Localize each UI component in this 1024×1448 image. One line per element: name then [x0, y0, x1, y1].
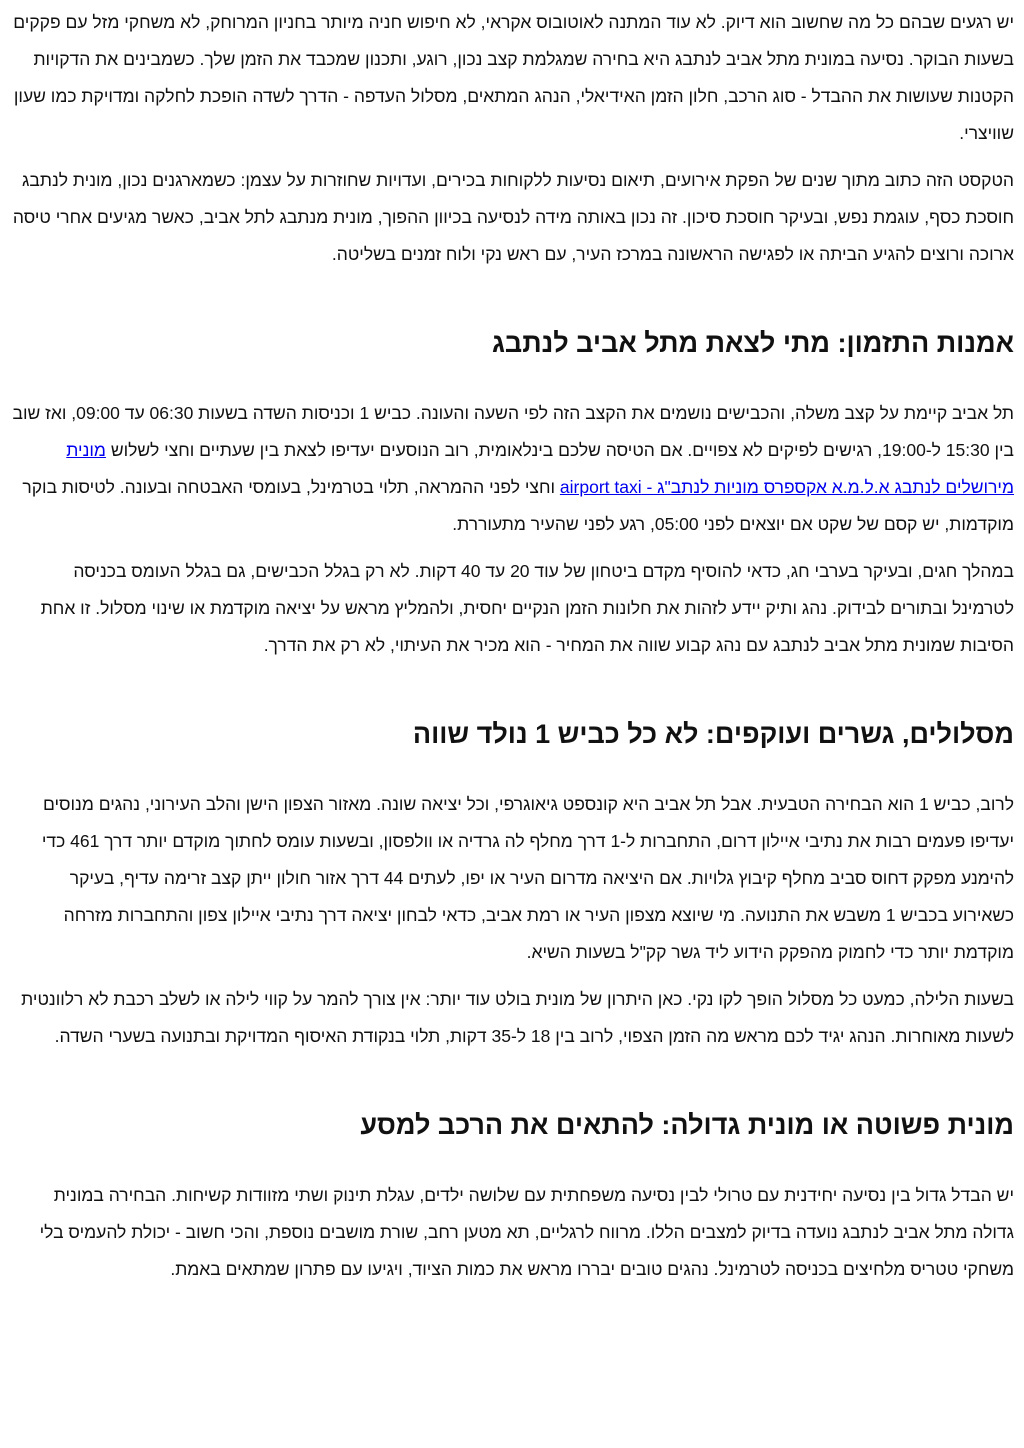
timing-heading: אמנות התזמון: מתי לצאת מתל אביב לנתבג: [492, 328, 1014, 358]
vehicle-heading: מונית פשוטה או מונית גדולה: להתאים את הרכב למסע: [360, 1110, 1014, 1140]
routes-paragraph-1: לרוב, כביש 1 הוא הבחירה הטבעית. אבל תל אביב היא קונספט גיאוגרפי, וכל יציאה שונה. מאזור הצפון הישן והלב העירוני, נהגים מנוסים יעדיפו פעמים רבות את נתיבי איילון דרום, התחברות ל-1 דרך מחלף לה גרדיה או וולפסון, ובשעות עומס לחתוך מוקדם יותר דרך 461 כדי להימנע מפקק דחוס סביב מחלף קיבוץ גלויות. אם היציאה מדרום העיר או יפו, לעתים 44 דרך אזור חולון ייתן קצב זרימה עדיף, בעיקר כשאירוע בכביש 1 משבש את התנועה. מי שיוצא מצפון העיר או רמת אביב, כדאי לבחון יציאה דרך נתיבי איילון צפון והתחברות מזרחה מוקדמת יותר כדי לחמוק מהפקק הידוע ליד גשר קק"ל בשעות השיא.: [41, 794, 1014, 962]
article-body: [10, 4, 1014, 1288]
intro-paragraph-1: יש רגעים שבהם כל מה שחשוב הוא דיוק. לא עוד המתנה לאוטובוס אקראי, לא חיפוש חניה מיותר בחניון המרוחק, לא משחקי מזל עם פקקים בשעות הבוקר. נסיעה במונית מתל אביב לנתבג היא בחירה שמגלמת קצב נכון, רוגע, ותכנון שמכבד את הזמן שלך. כשמבינים את הדקויות הקטנות שעושות את ההבדל - סוג הרכב, חלון הזמן האידיאלי, הנהג המתאים, מסלול העדפה - הדרך לשדה הופכת לחלקה ומדויקת כמו שעון שוויצרי.: [13, 12, 1014, 143]
routes-heading: מסלולים, גשרים ועוקפים: לא כל כביש 1 נולד שווה: [412, 719, 1014, 749]
timing-paragraph-1-text-start: תל אביב קיימת על קצב משלה, והכבישים נושמים את הקצב הזה לפי השעה והעונה. כביש 1 וכניסות השדה בשעות 06:30 עד 09:00, ואז שוב בין 15:30 ל-19:00, רגישים לפיקים לא צפויים. אם הטיסה שלכם בינלאומית, רוב הנוסעים יעדיפו לצאת בין שעתיים וחצי לשלוש: [12, 403, 1014, 460]
intro-paragraph-2: הטקסט הזה כתוב מתוך שנים של הפקת אירועים, תיאום נסיעות ללקוחות בכירים, ועדויות שחוזרות על עצמן: כשמארגנים נכון, מונית לנתבג חוסכת כסף, עוגמת נפש, ובעיקר חוסכת סיכון. זה נכון באותה מידה לנסיעה בכיוון ההפוך, מונית מנתבג לתל אביב, כאשר מגיעים אחרי טיסה ארוכה ורוצים להגיע הביתה או לפגישה הראשונה במרכז העיר, עם ראש נקי ולוח זמנים בשליטה.: [12, 170, 1014, 264]
vehicle-paragraph-1: יש הבדל גדול בין נסיעה יחידנית עם טרולי לבין נסיעה משפחתית עם שלושה ילדים, עגלת תינוק ושתי מזוודות קשיחות. הבחירה במונית גדולה מתל אביב לנתבג נועדה בדיוק למצבים הללו. מרווח לרגליים, תא מטען רחב, שורת מושבים נוספת, והכי חשוב - יכולת להעמיס בלי משחקי טטריס מלחיצים בכניסה לטרמינל. נהגים טובים יבררו מראש את כמות הציוד, ויגיעו עם פתרון שמתאים באמת.: [39, 1185, 1014, 1279]
timing-paragraph-1: [10, 395, 1014, 543]
timing-paragraph-1-text-end: וחצי לפני ההמראה, תלוי בטרמינל, בעומסי האבטחה ובעונה. לטיסות בוקר מוקדמות, יש קסם של שקט אם יוצאים לפני 05:00, רגע לפני שהעיר מתעוררת.: [22, 477, 1014, 534]
timing-paragraph-2: במהלך חגים, ובעיקר בערבי חג, כדאי להוסיף מקדם ביטחון של עוד 20 עד 40 דקות. לא רק בגלל הכבישים, גם בגלל העומס בכניסה לטרמינל ובתורים לבידוק. נהג ותיק יידע לזהות את חלונות הזמן הנקיים יחסית, ולהמליץ מראש על יציאה מוקדמת או שינוי מסלול. זו אחת הסיבות שמונית מתל אביב לנתבג עם נהג קבוע שווה את המחיר - הוא מכיר את העיתוי, לא רק את הדרך.: [40, 561, 1014, 655]
routes-paragraph-2: בשעות הלילה, כמעט כל מסלול הופך לקו נקי. כאן היתרון של מונית בולט עוד יותר: אין צורך להמר על קווי לילה או לשלב רכבת לא רלוונטית לשעות מאוחרות. הנהג יגיד לכם מראש מה הזמן הצפוי, לרוב בין 18 ל-35 דקות, תלוי בנקודת האיסוף המדויקת ובתנועה בשערי השדה.: [21, 989, 1014, 1046]
airport-taxi-link[interactable]: מונית מירושלים לנתבג א.ל.מ.א אקספרס מוניות לנתב"ג - airport taxi: [66, 440, 1014, 497]
